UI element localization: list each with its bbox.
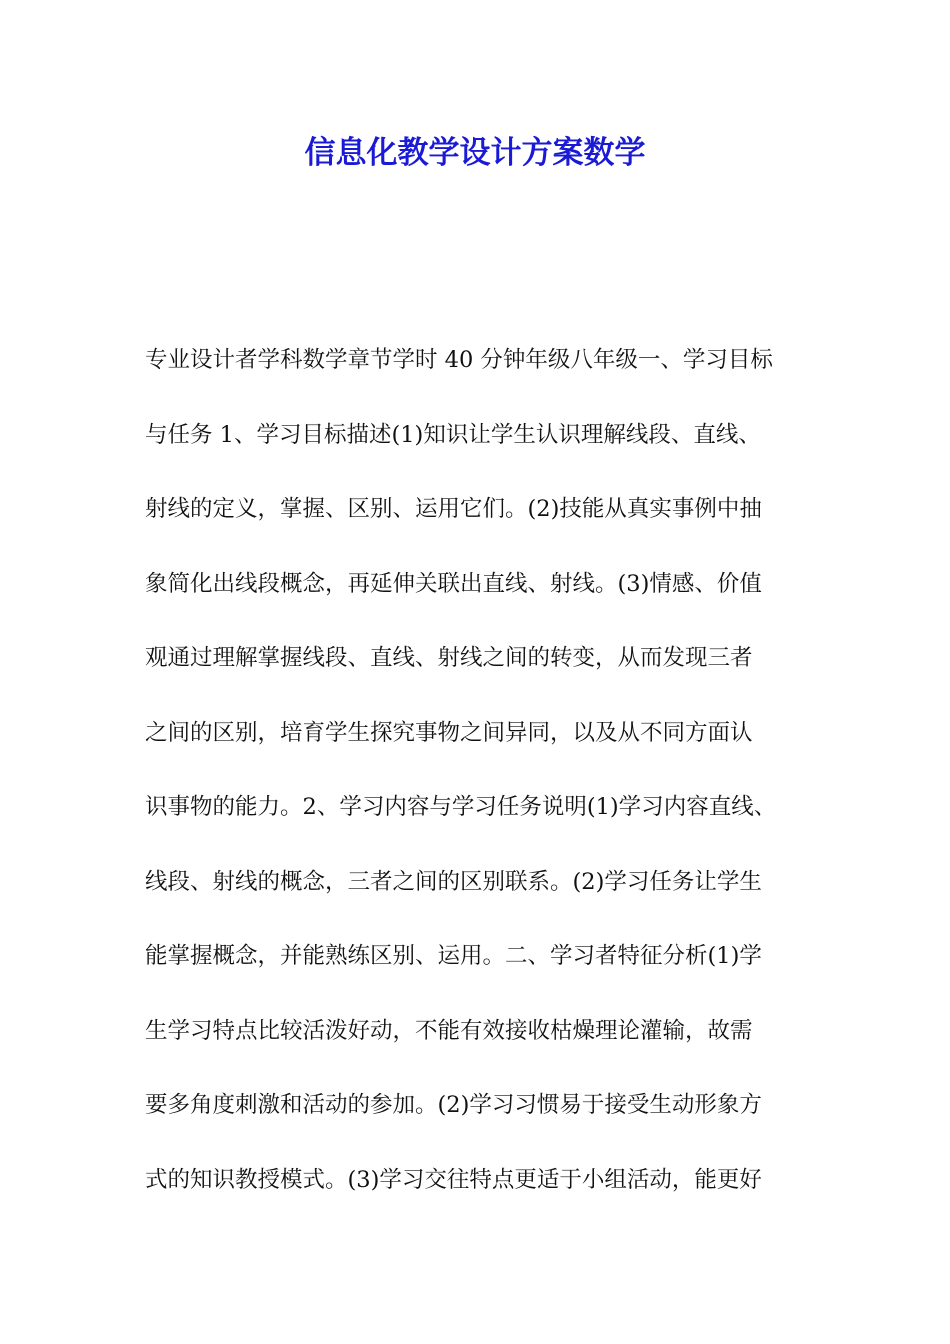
- body-line: 与任务 1、学习目标描述(1)知识让学生认识理解线段、直线、: [145, 421, 761, 448]
- body-line: 能掌握概念，并能熟练区别、运用。二、学习者特征分析(1)学: [145, 943, 762, 969]
- body-line: 射线的定义，掌握、区别、运用它们。(2)技能从真实事例中抽: [145, 496, 762, 522]
- body-line: 生学习特点比较活泼好动，不能有效接收枯燥理论灌输，故需: [145, 1017, 753, 1044]
- document-title: 信息化教学设计方案数学: [304, 135, 646, 171]
- body-line: 要多角度刺激和活动的参加。(2)学习习惯易于接受生动形象方: [145, 1092, 762, 1118]
- body-line: 识事物的能力。2、学习内容与学习任务说明(1)学习内容直线、: [145, 794, 777, 820]
- body-line: 式的知识教授模式。(3)学习交往特点更适于小组活动，能更好: [145, 1166, 762, 1193]
- body-line: 观通过理解掌握线段、直线、射线之间的转变，从而发现三者: [145, 645, 753, 671]
- body-line: 之间的区别，培育学生探究事物之间异同，以及从不同方面认: [145, 719, 753, 746]
- body-line: 线段、射线的概念，三者之间的区别联系。(2)学习任务让学生: [145, 868, 762, 895]
- body-line: 象简化出线段概念，再延伸关联出直线、射线。(3)情感、价值: [145, 570, 762, 597]
- body-line: 专业设计者学科数学章节学时 40 分钟年级八年级一、学习目标: [145, 347, 773, 373]
- document-body: [145, 338, 825, 1232]
